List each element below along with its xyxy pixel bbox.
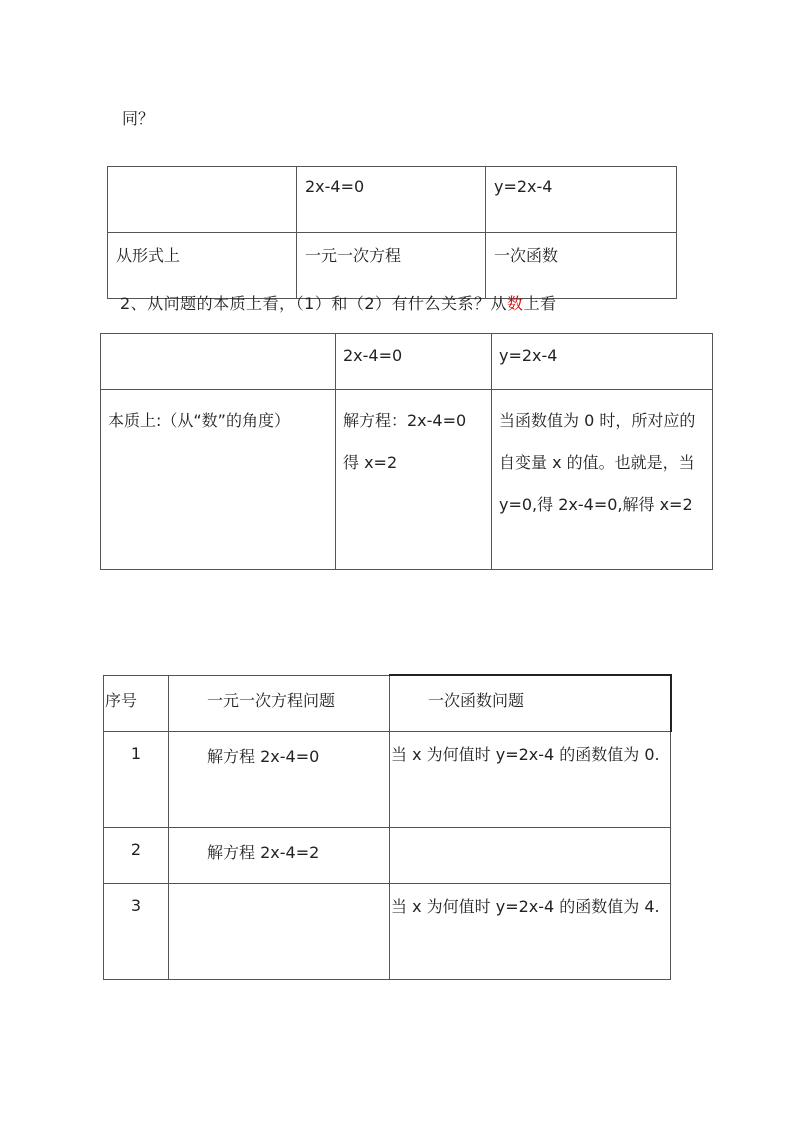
table-row	[104, 827, 671, 883]
table-cell: 解方程 2x-4=0	[169, 731, 390, 827]
table-cell	[101, 334, 336, 390]
table-cell: 一元一次方程问题	[169, 675, 390, 731]
table-cell: 本质上:（从“数”的角度）	[101, 390, 336, 570]
table-cell: 当 x 为何值时 y=2x-4 的函数值为 4.	[390, 883, 671, 979]
table-cell: 当 x 为何值时 y=2x-4 的函数值为 0.	[390, 731, 671, 827]
text-line-1: 同？	[122, 109, 155, 128]
table-row	[104, 731, 671, 827]
table-row	[108, 233, 677, 299]
line2-highlight: 数	[507, 294, 524, 313]
table-cell: 1	[104, 731, 169, 827]
table-row	[104, 675, 671, 731]
table-cell: 从形式上	[108, 233, 297, 299]
text-line-2	[120, 291, 557, 314]
table-row	[101, 390, 713, 570]
table-cell	[336, 390, 492, 570]
line2-prefix: 2、从问题的本质上看，（1）和（2）有什么关系？从	[120, 294, 508, 313]
table-cell	[390, 827, 671, 883]
table-cell: 当函数值为 0 时，所对应的自变量 x 的值。也就是，当 y=0,得 2x-4=0,解得 x=2	[492, 390, 713, 570]
table-row	[104, 883, 671, 979]
table-cell: 解方程 2x-4=2	[169, 827, 390, 883]
table-row	[101, 334, 713, 390]
table-row	[108, 167, 677, 233]
problem-table	[103, 674, 672, 980]
solve-line: 解方程：2x-4=0	[343, 411, 467, 430]
table-cell: 2x-4=0	[297, 167, 486, 233]
table-cell: 3	[104, 883, 169, 979]
table-cell: 2	[104, 827, 169, 883]
table-cell: 一次函数	[486, 233, 677, 299]
table-cell: 2x-4=0	[336, 334, 492, 390]
table-cell	[169, 883, 390, 979]
table-cell: 一次函数问题	[390, 675, 671, 731]
table-cell: y=2x-4	[492, 334, 713, 390]
table-cell: y=2x-4	[486, 167, 677, 233]
line2-suffix: 上看	[523, 294, 557, 313]
table-cell	[108, 167, 297, 233]
table-cell: 序号	[104, 675, 169, 731]
essence-comparison-table	[100, 333, 713, 570]
table-cell: 一元一次方程	[297, 233, 486, 299]
result-line: 得 x=2	[343, 453, 398, 472]
form-comparison-table	[107, 166, 677, 299]
